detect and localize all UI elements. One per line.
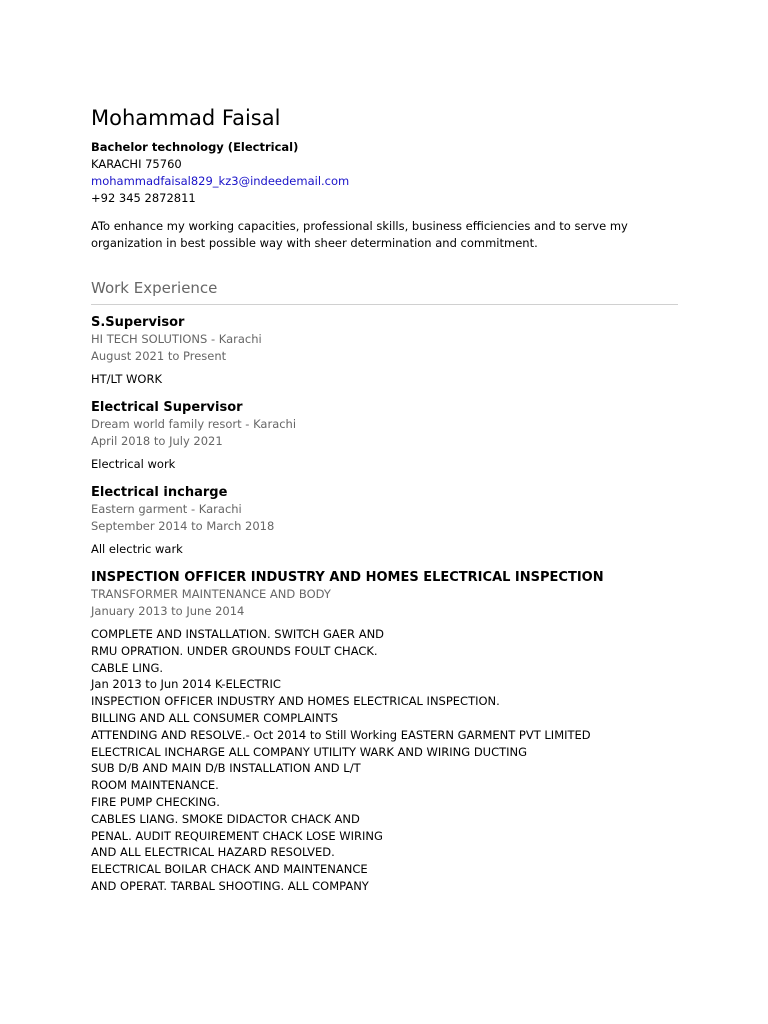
section-divider xyxy=(91,304,678,305)
description-line: RMU OPRATION. UNDER GROUNDS FOULT CHACK. xyxy=(91,643,378,658)
job-dates: January 2013 to June 2014 xyxy=(91,604,245,618)
description-line: CABLE LING. xyxy=(91,660,164,675)
job-entry xyxy=(91,314,681,388)
section-title-work-experience: Work Experience xyxy=(91,279,218,297)
job-company-line xyxy=(91,331,681,348)
job-title: Electrical Supervisor xyxy=(91,400,243,415)
description-line: ATTENDING AND RESOLVE.- Oct 2014 to Still Working EASTERN GARMENT PVT LIMITED xyxy=(91,727,591,742)
job-location: Karachi xyxy=(198,502,242,516)
job-company-line xyxy=(91,416,681,433)
job-description: All electric wark xyxy=(91,542,183,556)
job-dates: August 2021 to Present xyxy=(91,349,227,363)
email-link[interactable]: mohammadfaisal829_kz3@indeedemail.com xyxy=(91,174,350,188)
description-line: AND OPERAT. TARBAL SHOOTING. ALL COMPANY xyxy=(91,878,369,893)
description-line: AND ALL ELECTRICAL HAZARD RESOLVED. xyxy=(91,845,335,860)
job-title: INSPECTION OFFICER INDUSTRY AND HOMES ELECTRICAL INSPECTION xyxy=(91,570,604,585)
job-location: Karachi xyxy=(218,332,262,346)
description-line: ELECTRICAL INCHARGE ALL COMPANY UTILITY WARK AND WIRING DUCTING xyxy=(91,744,528,759)
description-line: ROOM MAINTENANCE. xyxy=(91,778,219,793)
job-company: HI TECH SOLUTIONS xyxy=(91,332,208,346)
job-description: HT/LT WORK xyxy=(91,372,163,386)
job-description: Electrical work xyxy=(91,457,176,471)
job-separator: - xyxy=(207,332,219,346)
job-dates: September 2014 to March 2018 xyxy=(91,519,275,533)
job-entry xyxy=(91,484,681,558)
job-company: Eastern garment xyxy=(91,502,188,516)
job-location: Karachi xyxy=(253,417,297,431)
description-line: FIRE PUMP CHECKING. xyxy=(91,794,220,809)
objective-summary: ATo enhance my working capacities, professional skills, business efficiencies and to serve my organization in best possible way with sheer determination and commitment. xyxy=(91,219,628,250)
degree: Bachelor technology (Electrical) xyxy=(91,140,299,154)
job-title: S.Supervisor xyxy=(91,315,185,330)
candidate-name: Mohammad Faisal xyxy=(91,106,281,130)
job-entry xyxy=(91,399,681,473)
address: KARACHI 75760 xyxy=(91,157,182,171)
description-line: Jan 2013 to Jun 2014 K-ELECTRIC xyxy=(91,677,281,692)
job-company: Dream world family resort xyxy=(91,417,242,431)
description-line: BILLING AND ALL CONSUMER COMPLAINTS xyxy=(91,710,339,725)
job-company: TRANSFORMER MAINTENANCE AND BODY xyxy=(91,587,331,601)
description-line: INSPECTION OFFICER INDUSTRY AND HOMES ELECTRICAL INSPECTION. xyxy=(91,694,500,709)
job-company-line xyxy=(91,501,681,518)
job-separator: - xyxy=(187,502,199,516)
job-entry xyxy=(91,569,681,895)
description-line: CABLES LIANG. SMOKE DIDACTOR CHACK AND xyxy=(91,811,360,826)
phone: +92 345 2872811 xyxy=(91,191,196,205)
job-description xyxy=(91,626,681,895)
job-dates: April 2018 to July 2021 xyxy=(91,434,223,448)
description-line: SUB D/B AND MAIN D/B INSTALLATION AND L/T xyxy=(91,761,361,776)
description-line: PENAL. AUDIT REQUIREMENT CHACK LOSE WIRING xyxy=(91,828,383,843)
job-separator: - xyxy=(241,417,254,431)
description-line: ELECTRICAL BOILAR CHACK AND MAINTENANCE xyxy=(91,862,368,877)
description-line: COMPLETE AND INSTALLATION. SWITCH GAER AND xyxy=(91,627,385,641)
job-title: Electrical incharge xyxy=(91,485,228,500)
